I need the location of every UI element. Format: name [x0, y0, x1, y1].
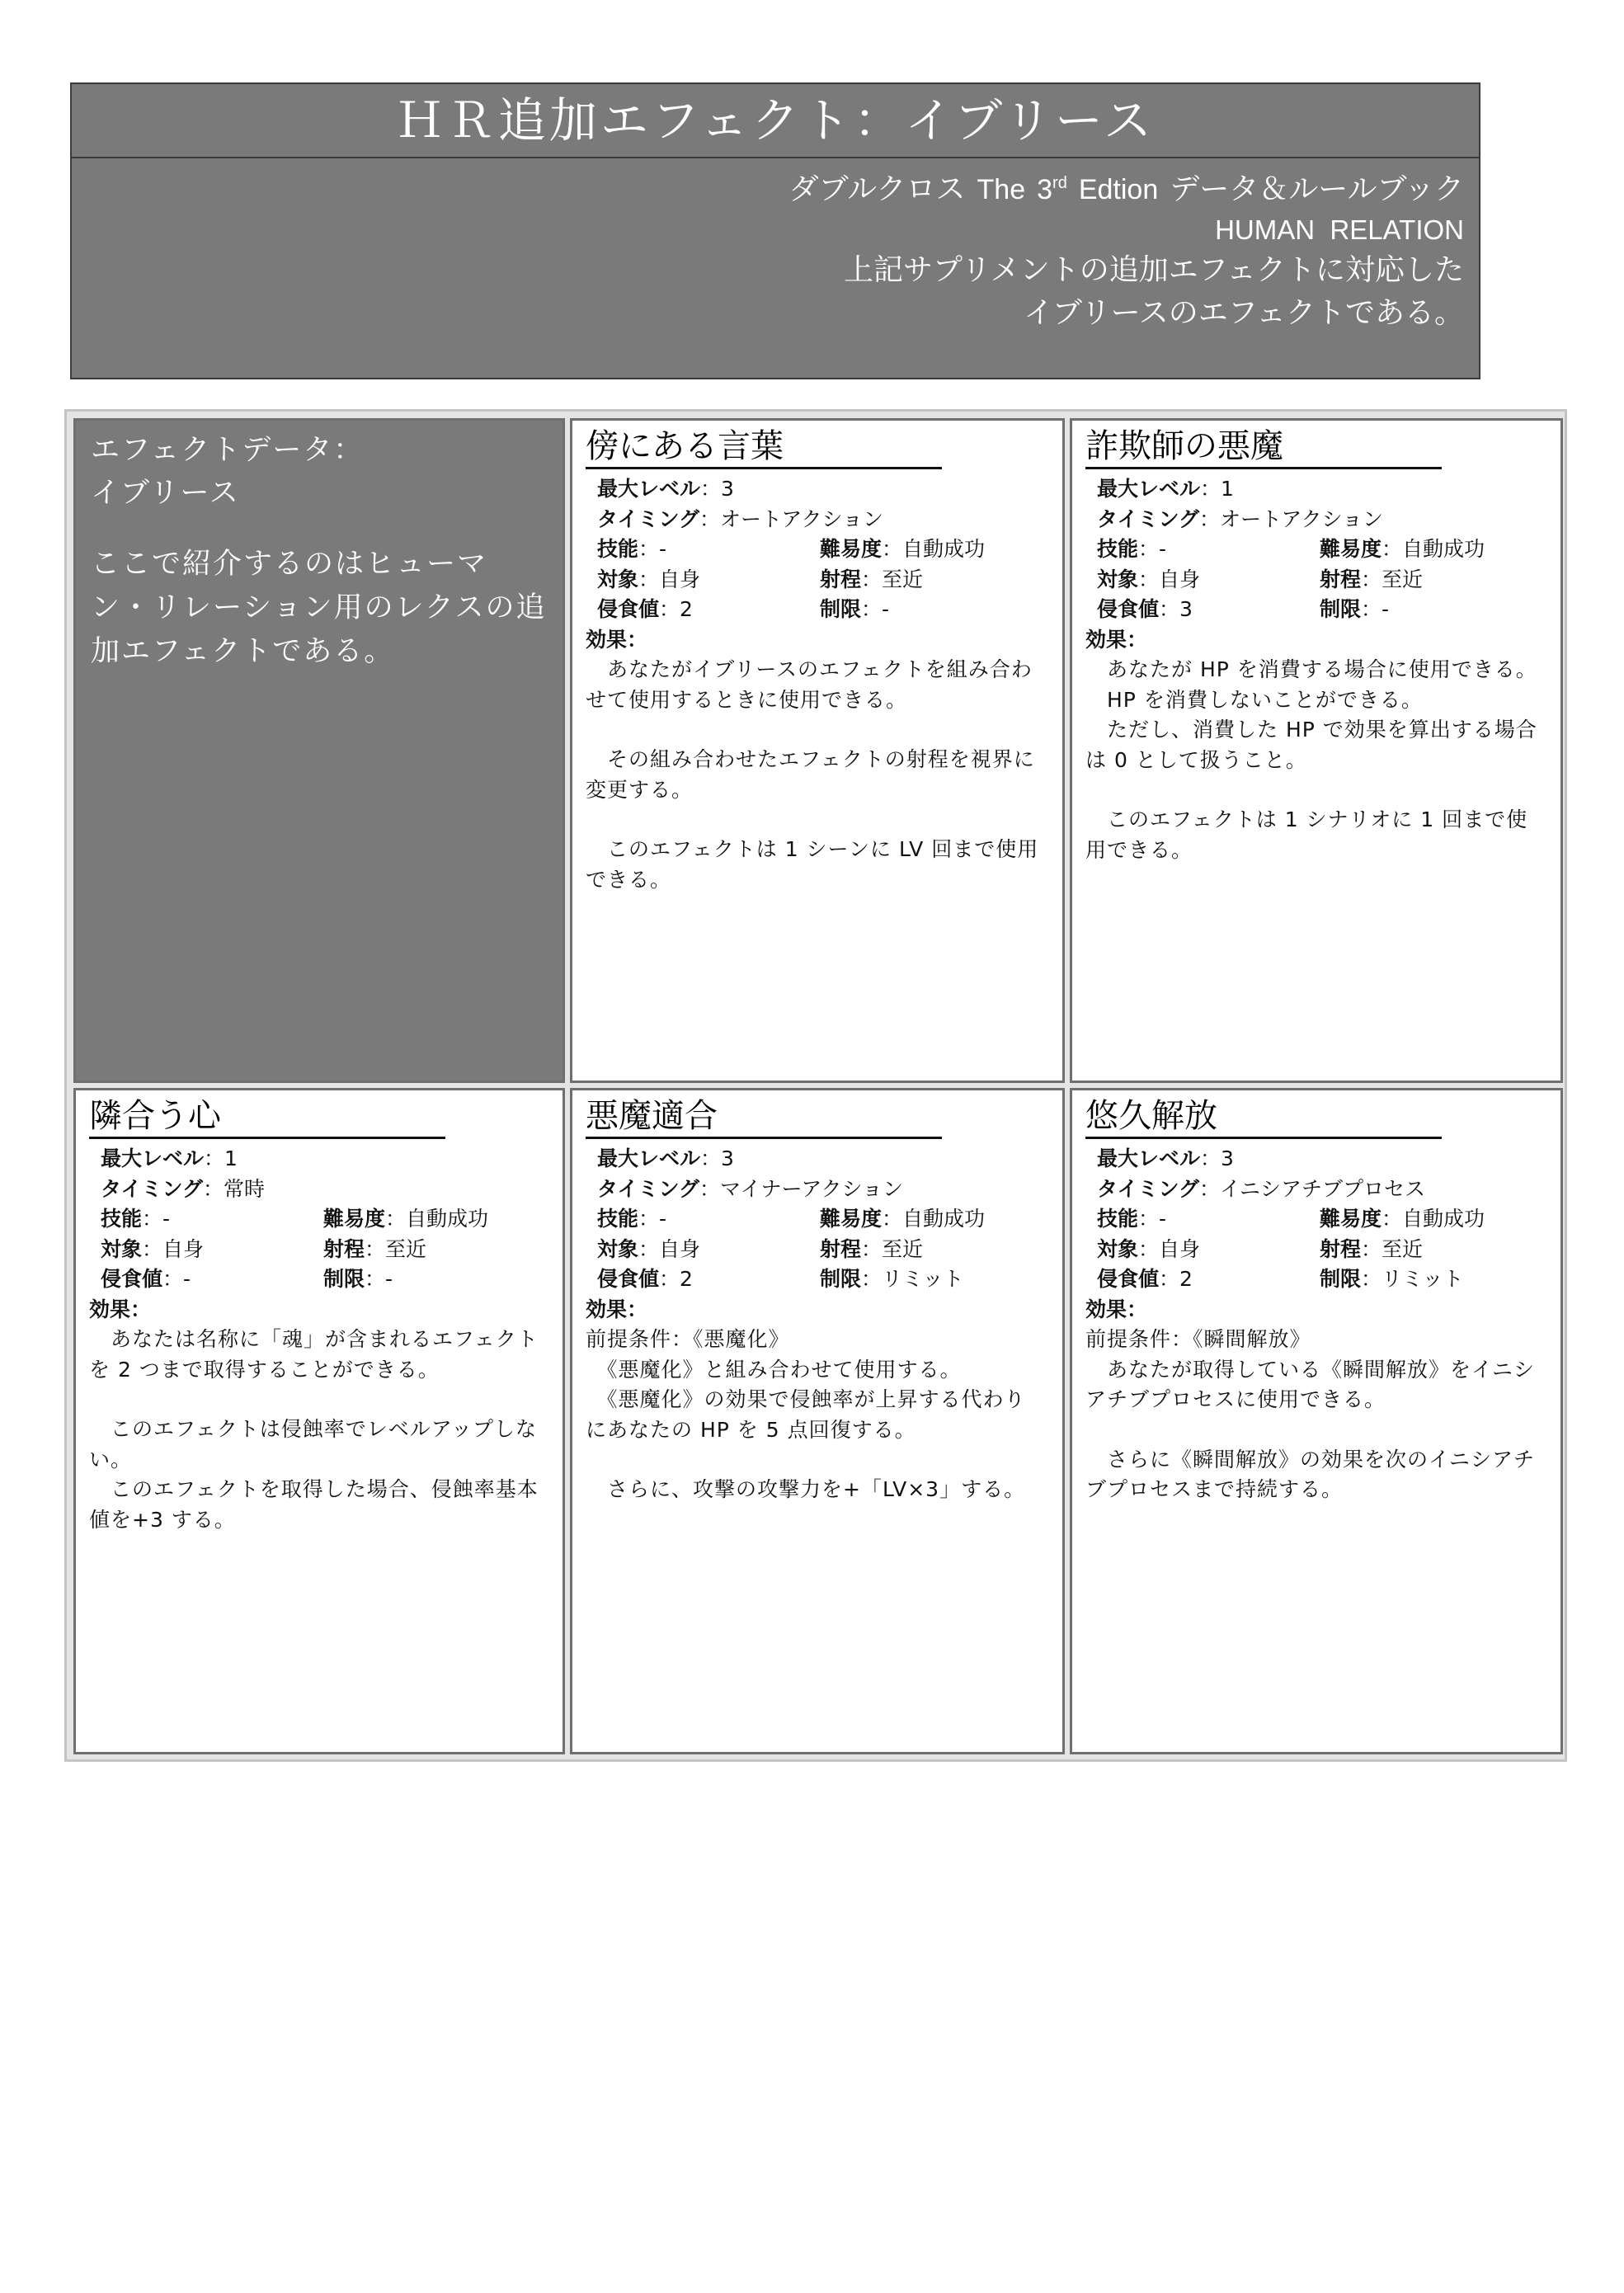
effect-stats: [1085, 1144, 1547, 1295]
effect-spacer: [586, 1445, 1046, 1475]
value-limit: ：リミット: [861, 1267, 964, 1291]
effect-spacer: [1085, 1415, 1544, 1445]
effect-paragraph: あなたが HP を消費する場合に使用できる。: [1085, 657, 1537, 681]
value-limit: ：-: [861, 597, 890, 621]
effect-stats: [586, 474, 1049, 625]
label-difficulty: 難易度: [820, 1207, 883, 1231]
value-difficulty: ：自動成功: [882, 537, 986, 561]
effect-paragraph: あなたが取得している《瞬間解放》をイニシアチブプロセスに使用できる。: [1085, 1357, 1536, 1411]
label-skill: 技能: [597, 537, 639, 561]
label-target: 対象: [1097, 1236, 1139, 1261]
intro-syndrome: イブリース: [91, 477, 240, 510]
value-target: ：自身: [638, 567, 701, 591]
effect-spacer: [89, 1385, 546, 1415]
value-skill: ：-: [1138, 537, 1167, 561]
label-max-level: 最大レベル: [101, 1146, 205, 1170]
value-target: ：自身: [1138, 1236, 1201, 1261]
value-timing: ：マイナーアクション: [699, 1176, 904, 1201]
effect-paragraph: さらに《瞬間解放》の効果を次のイニシアチブプロセスまで持続する。: [1085, 1447, 1536, 1501]
effect-paragraph: このエフェクトは 1 シーンに LV 回まで使用できる。: [586, 837, 1039, 892]
label-effect: 効果：: [1085, 627, 1148, 652]
value-skill: ：-: [638, 1207, 667, 1231]
label-range: 射程: [323, 1236, 365, 1261]
value-target: ：自身: [142, 1236, 205, 1261]
value-range: ：至近: [861, 567, 924, 591]
effect-paragraph: 《悪魔化》と組み合わせて使用する。: [586, 1357, 962, 1382]
label-skill: 技能: [1097, 537, 1139, 561]
value-limit: ：-: [365, 1267, 393, 1291]
effect-paragraph: さらに、攻撃の攻撃力を+「LV×3」する。: [586, 1477, 1026, 1501]
value-erosion: ：3: [1159, 597, 1193, 621]
supplement-edition-suffix: rd: [1052, 174, 1067, 192]
label-effect: 効果：: [89, 1297, 152, 1321]
label-erosion: 侵食値: [101, 1267, 163, 1291]
effect-card: [1070, 418, 1563, 1083]
effect-paragraph: 前提条件：《悪魔化》: [586, 1327, 790, 1351]
supplement-edition-word: Edtion: [1078, 174, 1159, 205]
value-max-level: ：3: [1200, 1146, 1234, 1170]
effect-text: [586, 1325, 1049, 1505]
value-timing: ：イニシアチブプロセス: [1199, 1176, 1426, 1201]
label-timing: タイミング: [1097, 1176, 1200, 1201]
header-description-2: イブリースのエフェクトである。: [1024, 296, 1464, 330]
effect-text: [89, 1325, 549, 1535]
value-timing: ：常時: [203, 1176, 266, 1201]
value-timing: ：オートアクション: [1199, 506, 1384, 531]
value-skill: ：-: [142, 1207, 171, 1231]
label-target: 対象: [101, 1236, 143, 1261]
effect-paragraph: HP を消費しないことができる。: [1085, 687, 1423, 712]
intro-cell: [73, 418, 565, 1083]
label-difficulty: 難易度: [820, 537, 883, 561]
effect-title: 悠久解放: [1085, 1095, 1442, 1139]
label-effect: 効果：: [586, 627, 648, 652]
value-limit: ：-: [1361, 597, 1390, 621]
effect-text: [1085, 655, 1547, 865]
label-target: 対象: [597, 567, 639, 591]
value-difficulty: ：自動成功: [1382, 537, 1485, 561]
label-limit: 制限: [1320, 1267, 1362, 1291]
document-header: [70, 82, 1480, 379]
value-erosion: ：2: [659, 597, 693, 621]
value-erosion: ：2: [1159, 1267, 1193, 1291]
effect-paragraph: 《悪魔化》の効果で侵蝕率が上昇する代わりにあなたの HP を 5 点回復する。: [586, 1387, 1026, 1442]
effect-text: [1085, 1325, 1547, 1505]
label-range: 射程: [820, 567, 862, 591]
effect-title: 詐欺師の悪魔: [1085, 426, 1442, 469]
supplement-name: ダブルクロス: [788, 172, 966, 206]
value-max-level: ：3: [700, 1146, 734, 1170]
value-range: ：至近: [365, 1236, 427, 1261]
value-max-level: ：1: [1200, 477, 1234, 501]
label-target: 対象: [1097, 567, 1139, 591]
label-target: 対象: [597, 1236, 639, 1261]
effect-title: 傍にある言葉: [586, 426, 942, 469]
label-difficulty: 難易度: [323, 1207, 386, 1231]
supplement-line: [72, 162, 1464, 211]
label-skill: 技能: [101, 1207, 143, 1231]
effect-paragraph: あなたがイブリースのエフェクトを組み合わせて使用するときに使用できる。: [586, 657, 1033, 712]
label-timing: タイミング: [597, 506, 700, 531]
effect-grid: [64, 409, 1567, 1762]
value-erosion: ：-: [162, 1267, 191, 1291]
effect-paragraph: あなたは名称に「魂」が含まれるエフェクトを 2 つまで取得することができる。: [89, 1327, 539, 1382]
label-difficulty: 難易度: [1320, 1207, 1382, 1231]
header-subtitle: [72, 158, 1479, 335]
value-max-level: ：1: [204, 1146, 238, 1170]
header-description-1: 上記サプリメントの追加エフェクトに対応した: [843, 253, 1464, 287]
effect-paragraph: このエフェクトは侵蝕率でレベルアップしない。: [89, 1417, 538, 1471]
effect-text: [586, 655, 1049, 895]
effect-title: 隣合う心: [89, 1095, 445, 1139]
label-skill: 技能: [1097, 1207, 1139, 1231]
effect-stats: [586, 1144, 1049, 1295]
value-skill: ：-: [1138, 1207, 1167, 1231]
label-erosion: 侵食値: [597, 1267, 660, 1291]
page-title: ＨＲ追加エフェクト：イブリース: [72, 84, 1479, 158]
effect-spacer: [1085, 775, 1544, 805]
label-max-level: 最大レベル: [1097, 1146, 1201, 1170]
value-timing: ：オートアクション: [699, 506, 884, 531]
label-skill: 技能: [597, 1207, 639, 1231]
value-range: ：至近: [1361, 1236, 1424, 1261]
value-difficulty: ：自動成功: [1382, 1207, 1485, 1231]
supplement-book: データ＆ルールブック: [1170, 172, 1464, 206]
label-timing: タイミング: [597, 1176, 700, 1201]
label-erosion: 侵食値: [1097, 597, 1160, 621]
supplement-edition-number: 3: [1037, 174, 1053, 205]
label-range: 射程: [1320, 1236, 1362, 1261]
effect-paragraph: このエフェクトは 1 シナリオに 1 回まで使用できる。: [1085, 807, 1528, 862]
effect-card: [1070, 1088, 1563, 1754]
effect-paragraph: 前提条件：《瞬間解放》: [1085, 1327, 1311, 1351]
supplement-subtitle: HUMAN RELATION: [1215, 214, 1464, 245]
value-range: ：至近: [861, 1236, 924, 1261]
effect-spacer: [586, 805, 1046, 835]
effect-title: 悪魔適合: [586, 1095, 942, 1139]
label-limit: 制限: [1320, 597, 1362, 621]
effect-paragraph: その組み合わせたエフェクトの射程を視界に変更する。: [586, 747, 1035, 802]
effect-paragraph: ただし、消費した HP で効果を算出する場合は 0 として扱うこと。: [1085, 718, 1537, 772]
value-target: ：自身: [638, 1236, 701, 1261]
effect-spacer: [586, 715, 1046, 745]
supplement-the: The: [977, 174, 1026, 205]
value-difficulty: ：自動成功: [882, 1207, 986, 1231]
effect-card: [570, 1088, 1065, 1754]
value-range: ：至近: [1361, 567, 1424, 591]
value-max-level: ：3: [700, 477, 734, 501]
label-max-level: 最大レベル: [597, 1146, 701, 1170]
label-difficulty: 難易度: [1320, 537, 1382, 561]
value-skill: ：-: [638, 537, 667, 561]
label-effect: 効果：: [586, 1297, 648, 1321]
label-range: 射程: [820, 1236, 862, 1261]
value-difficulty: ：自動成功: [385, 1207, 489, 1231]
label-max-level: 最大レベル: [597, 477, 701, 501]
label-limit: 制限: [820, 597, 862, 621]
intro-heading: エフェクトデータ：: [91, 434, 365, 467]
effect-stats: [89, 1144, 549, 1295]
value-limit: ：リミット: [1361, 1267, 1464, 1291]
value-erosion: ：2: [659, 1267, 693, 1291]
label-effect: 効果：: [1085, 1297, 1148, 1321]
label-max-level: 最大レベル: [1097, 477, 1201, 501]
label-limit: 制限: [323, 1267, 365, 1291]
effect-card: [570, 418, 1065, 1083]
label-limit: 制限: [820, 1267, 862, 1291]
label-erosion: 侵食値: [1097, 1267, 1160, 1291]
effect-paragraph: このエフェクトを取得した場合、侵蝕率基本値を+3 する。: [89, 1477, 539, 1532]
label-timing: タイミング: [1097, 506, 1200, 531]
effect-stats: [1085, 474, 1547, 625]
label-erosion: 侵食値: [597, 597, 660, 621]
intro-body: ここで紹介するのはヒューマン・リレーション用のレクスの追加エフェクトである。: [91, 548, 547, 668]
label-timing: タイミング: [101, 1176, 204, 1201]
value-target: ：自身: [1138, 567, 1201, 591]
effect-card: [73, 1088, 565, 1754]
label-range: 射程: [1320, 567, 1362, 591]
